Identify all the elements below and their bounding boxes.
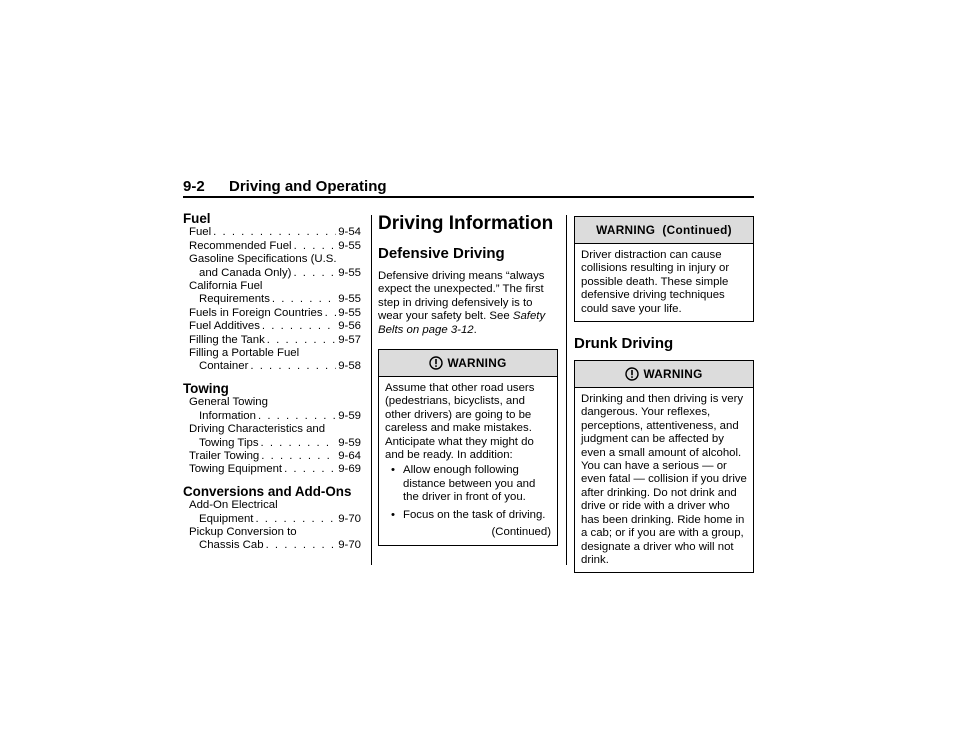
toc-entry-title: Information — [199, 409, 256, 422]
toc-entry-title: General Towing — [189, 396, 268, 409]
warning-icon — [429, 356, 443, 370]
page-header — [183, 178, 754, 198]
toc-entry-title: Filling a Portable Fuel — [189, 347, 300, 360]
toc-entry-title: Fuel Additives — [189, 320, 260, 333]
safety-belts-reference: Safety Belts on page 3-12 — [378, 310, 546, 336]
toc-entry-title: Trailer Towing — [189, 449, 260, 462]
warning-continued-body: Driver distraction can cause collisions resulting in injury or possible death. These simple defensive driving techniques could save your life. — [581, 249, 730, 315]
toc-page-number: 9-59 — [338, 436, 361, 449]
toc-leader-dots — [294, 240, 337, 253]
toc-page-number: 9-70 — [338, 512, 361, 525]
toc-entry[interactable] — [183, 463, 361, 476]
driving-information-column — [378, 212, 558, 546]
drunk-driving-column — [574, 212, 754, 573]
defensive-driving-paragraph: Defensive driving means “always expect the unexpected.” The first step in driving defensively is to wear your safety belt. See Safety Belts on page 3-12. — [378, 270, 546, 336]
toc-entry[interactable] — [183, 499, 361, 526]
warning-continued-box — [574, 216, 754, 322]
toc-page-number: 9-69 — [338, 463, 361, 476]
toc-leader-dots — [213, 226, 336, 239]
toc-entry-title: Chassis Cab — [199, 539, 264, 552]
toc-entry[interactable] — [183, 280, 361, 307]
toc-entry-title: Driving Characteristics and — [189, 423, 326, 436]
toc-page-number: 9-56 — [338, 320, 361, 333]
toc-leader-dots — [267, 334, 336, 347]
drunk-driving-heading: Drunk Driving — [574, 335, 674, 353]
warning-bullets — [385, 464, 551, 522]
toc-leader-dots — [284, 463, 336, 476]
chapter-title: Driving and Operating — [229, 178, 387, 195]
column-divider-1 — [371, 215, 372, 565]
warning-icon — [625, 367, 639, 381]
header-rule — [183, 196, 754, 198]
toc-leader-dots — [258, 410, 336, 423]
toc-section-heading: Conversions and Add-Ons — [183, 483, 352, 499]
toc-page-number: 9-59 — [338, 409, 361, 422]
toc-leader-dots — [261, 450, 336, 463]
toc-entry-title: Fuels in Foreign Countries — [189, 306, 323, 319]
toc-leader-dots — [250, 360, 336, 373]
toc-section-heading: Towing — [183, 380, 229, 396]
drunk-warning-box — [574, 360, 754, 573]
toc-leader-dots — [262, 320, 336, 333]
section-title: Driving Information — [378, 213, 554, 234]
toc-page-number: 9-55 — [338, 239, 361, 252]
toc-page-number: 9-54 — [338, 226, 361, 239]
toc-entry[interactable] — [183, 423, 361, 450]
toc-page-number: 9-58 — [338, 360, 361, 373]
drunk-warning-header — [575, 361, 753, 388]
warning-continued-header — [575, 217, 753, 244]
toc-page-number: 9-55 — [338, 293, 361, 306]
toc-entry-title: and Canada Only) — [199, 266, 292, 279]
toc-entry-title: Towing Tips — [199, 436, 259, 449]
toc-page-number: 9-55 — [338, 266, 361, 279]
column-divider-2 — [566, 215, 567, 565]
continued-label: (Continued) — [491, 526, 551, 539]
toc-entry-title: Towing Equipment — [189, 463, 283, 476]
toc-leader-dots — [266, 539, 337, 552]
drunk-warning-body: Drinking and then driving is very dangerous. Your reflexes, perceptions, attentiveness, and judgment can be affected by even a small amount of alcohol. You can have a serious — or even fatal — collision if you drive after drinking. Do not drink and drive or ride with a driver who has been drinking. Ride home in a cab; or if you are with a group, designate a driver who will not drink. — [581, 393, 747, 566]
toc-entry[interactable] — [183, 253, 361, 280]
toc-leader-dots — [261, 437, 337, 450]
toc-entry-title: Fuel — [189, 226, 212, 239]
defensive-driving-heading: Defensive Driving — [378, 245, 505, 262]
toc-entry[interactable] — [183, 526, 361, 553]
toc-entry[interactable] — [183, 334, 361, 347]
warning-bullet: • Allow enough following distance between you and the driver in front of you. — [401, 464, 551, 504]
toc-entry-title: Recommended Fuel — [189, 239, 292, 252]
toc-entry-title: Pickup Conversion to — [189, 525, 297, 538]
toc-entry[interactable] — [183, 450, 361, 463]
warning-text: Assume that other road users (pedestrians, bicyclists, and other drivers) are going to be careless and make mistakes. Anticipate what they might do and be ready. In addition: — [385, 382, 535, 462]
toc-entry[interactable] — [183, 307, 361, 320]
toc-leader-dots — [272, 293, 336, 306]
toc-entry-title: Add-On Electrical — [189, 499, 278, 512]
toc-entry-title: Equipment — [199, 512, 254, 525]
toc-entry[interactable] — [183, 226, 361, 239]
toc-entry[interactable] — [183, 320, 361, 333]
warning-body — [379, 377, 557, 544]
toc-page-number: 9-70 — [338, 539, 361, 552]
warning-label: WARNING — [447, 356, 507, 371]
toc-page-number: 9-55 — [338, 306, 361, 319]
toc-entry-title: Requirements — [199, 293, 270, 306]
toc-entry-title: Container — [199, 360, 249, 373]
warning-box — [378, 349, 558, 545]
warning-continued-label: WARNING (Continued) — [596, 223, 732, 237]
warning-header — [379, 350, 557, 377]
toc-section-heading: Fuel — [183, 211, 211, 226]
toc-entry-title: Filling the Tank — [189, 333, 265, 346]
toc-entry[interactable] — [183, 396, 361, 423]
warning-bullet: • Focus on the task of driving. — [401, 509, 551, 522]
page-number: 9-2 — [183, 178, 205, 195]
toc-leader-dots — [293, 267, 336, 280]
toc-entry-title: California Fuel — [189, 280, 263, 293]
toc-leader-dots — [255, 513, 336, 526]
toc-entry-title: Gasoline Specifications (U.S. — [189, 253, 337, 266]
warning-label: WARNING — [643, 367, 703, 382]
toc-leader-dots — [325, 307, 337, 320]
toc-page-number: 9-57 — [338, 333, 361, 346]
toc-page-number: 9-64 — [338, 449, 361, 462]
toc-entry[interactable] — [183, 347, 361, 374]
toc-entry[interactable] — [183, 240, 361, 253]
table-of-contents — [183, 212, 361, 553]
